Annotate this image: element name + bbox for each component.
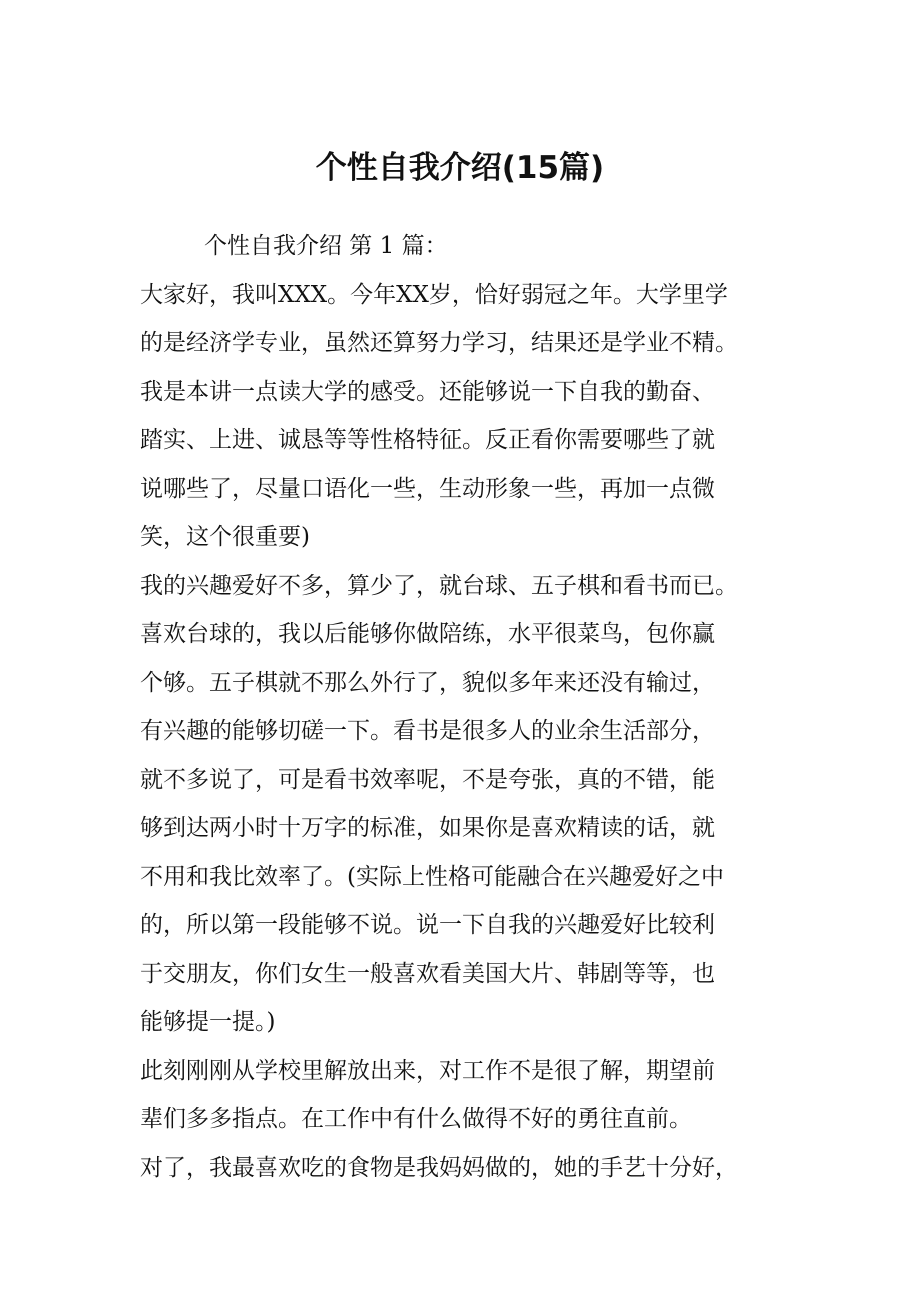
text-line: 辈们多多指点。在工作中有什么做得不好的勇往直前。: [140, 1106, 692, 1132]
text-line: 能够提一提。): [140, 1009, 276, 1035]
text-line: 对了，我最喜欢吃的食物是我妈妈做的，她的手艺十分好，: [140, 1154, 738, 1181]
text-line: 个够。五子棋就不那么外行了，貌似多年来还没有输过，: [140, 669, 715, 696]
text-line: 此刻刚刚从学校里解放出来，对工作不是很了解，期望前: [140, 1057, 715, 1084]
text-line: 说哪些了，尽量口语化一些，生动形象一些，再加一点微: [140, 475, 715, 502]
document-body: [140, 222, 780, 1192]
text-line: 够到达两小时十万字的标准，如果你是喜欢精读的话，就: [140, 815, 715, 841]
text-line: 喜欢台球的，我以后能够你做陪练，水平很菜鸟，包你赢: [140, 621, 715, 647]
text-line: 就不多说了，可是看书效率呢，不是夸张，真的不错，能: [140, 766, 715, 793]
text-line: 笑，这个很重要): [140, 524, 310, 550]
text-line: 大家好，我叫XXX。今年XX岁，恰好弱冠之年。大学里学: [140, 281, 728, 308]
text-line: 于交朋友，你们女生一般喜欢看美国大片、韩剧等等，也: [140, 960, 715, 987]
document-title: 个性自我介绍(15篇): [315, 150, 605, 186]
text-line: 不用和我比效率了。(实际上性格可能融合在兴趣爱好之中: [140, 863, 724, 890]
text-line: 我的兴趣爱好不多，算少了，就台球、五子棋和看书而已。: [140, 572, 738, 599]
text-line: 的是经济学专业，虽然还算努力学习，结果还是学业不精。: [140, 330, 738, 356]
text-line: 的，所以第一段能够不说。说一下自我的兴趣爱好比较利: [140, 912, 715, 938]
section-heading: 个性自我介绍 第 1 篇：: [204, 233, 448, 259]
text-line: 有兴趣的能够切磋一下。看书是很多人的业余生活部分，: [140, 718, 715, 744]
text-line: 我是本讲一点读大学的感受。还能够说一下自我的勤奋、: [140, 378, 715, 405]
text-line: 踏实、上进、诚恳等等性格特征。反正看你需要哪些了就: [140, 427, 715, 453]
